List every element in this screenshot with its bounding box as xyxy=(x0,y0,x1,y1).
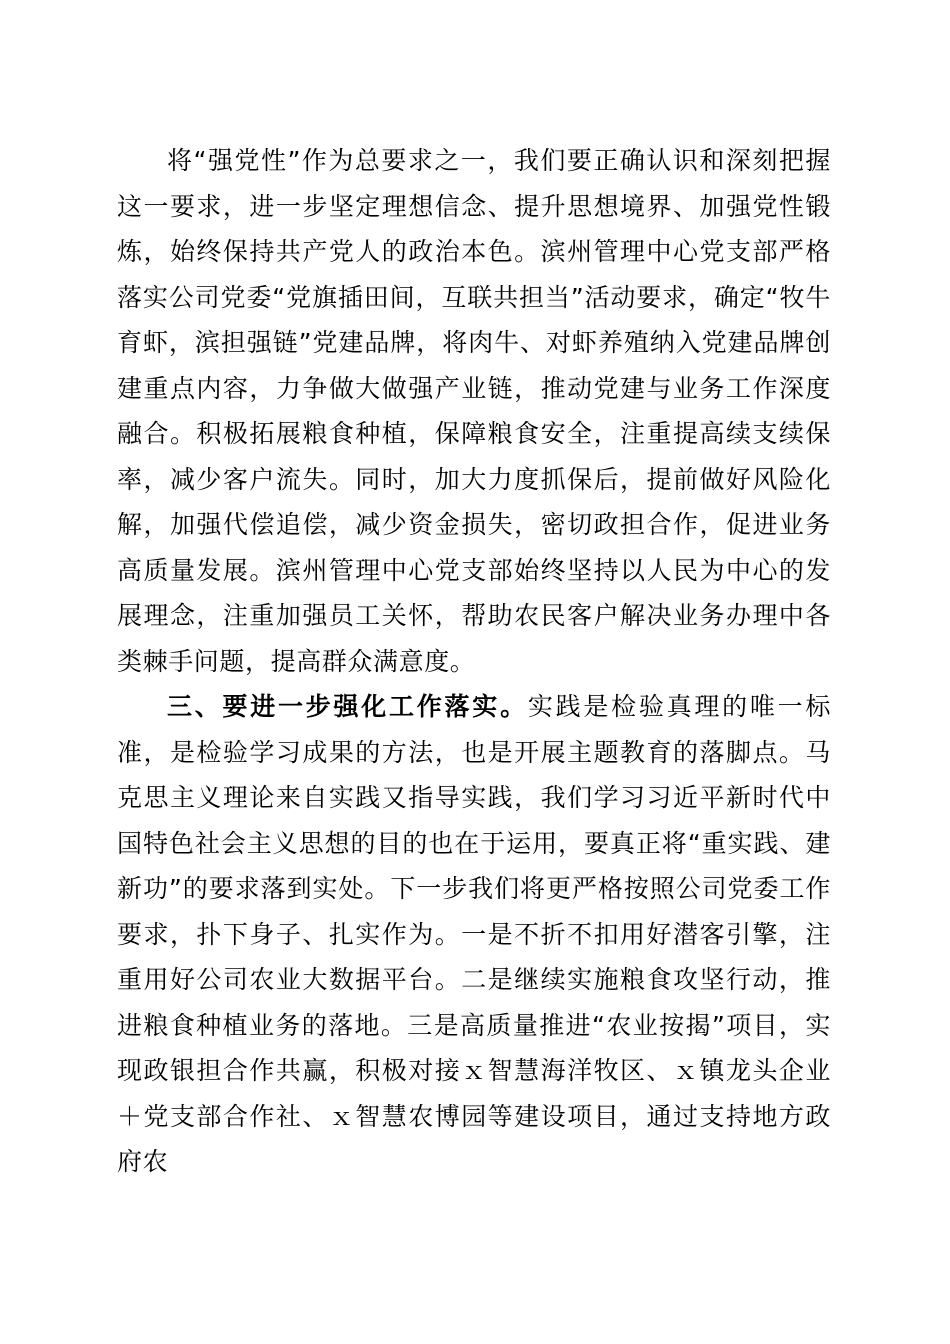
paragraph-text: 实践是检验真理的唯一标准，是检验学习成果的方法，也是开展主题教育的落脚点。马克思主义理论来自实践又指导实践，我们学习习近平新时代中国特色社会主义思想的目的也在于运用，要真正将“重实践、建新功”的要求落到实处。下一步我们将更严格按照公司党委工作要求，扑下身子、扎实作为。一是不折不扣用好潜客引擎，注重用好公司农业大数据平台。二是继续实施粮食攻坚行动，推进粮食种植业务的落地。三是高质量推进“农业按揭”项目，实现政银担合作共赢，积极对接ｘ智慧海洋牧区、ｘ镇龙头企业＋党支部合作社、ｘ智慧农博园等建设项目，通过支持地方政府农 xyxy=(117,692,831,1176)
paragraph-text: 将“强党性”作为总要求之一，我们要正确认识和深刻把握这一要求，进一步坚定理想信念、提升思想境界、加强党性锻炼，始终保持共产党人的政治本色。滨州管理中心党支部严格落实公司党委“党旗插田间，互联共担当”活动要求，确定“牧牛育虾，滨担强链”党建品牌，将肉牛、对虾养殖纳入党建品牌创建重点内容，力争做大做强产业链，推动党建与业务工作深度融合。积极拓展粮食种植，保障粮食安全，注重提高续支续保率，减少客户流失。同时，加大力度抓保后，提前做好风险化解，加强代偿追偿，减少资金损失，密切政担合作，促进业务高质量发展。滨州管理中心党支部始终坚持以人民为中心的发展理念，注重加强员工关怀，帮助农民客户解决业务办理中各类棘手问题，提高群众满意度。 xyxy=(117,146,831,676)
section-heading: 三、要进一步强化工作落实。 xyxy=(167,692,528,721)
document-body xyxy=(117,138,831,1185)
paragraph-party-spirit xyxy=(117,138,831,684)
paragraph-work-implementation xyxy=(117,684,831,1185)
